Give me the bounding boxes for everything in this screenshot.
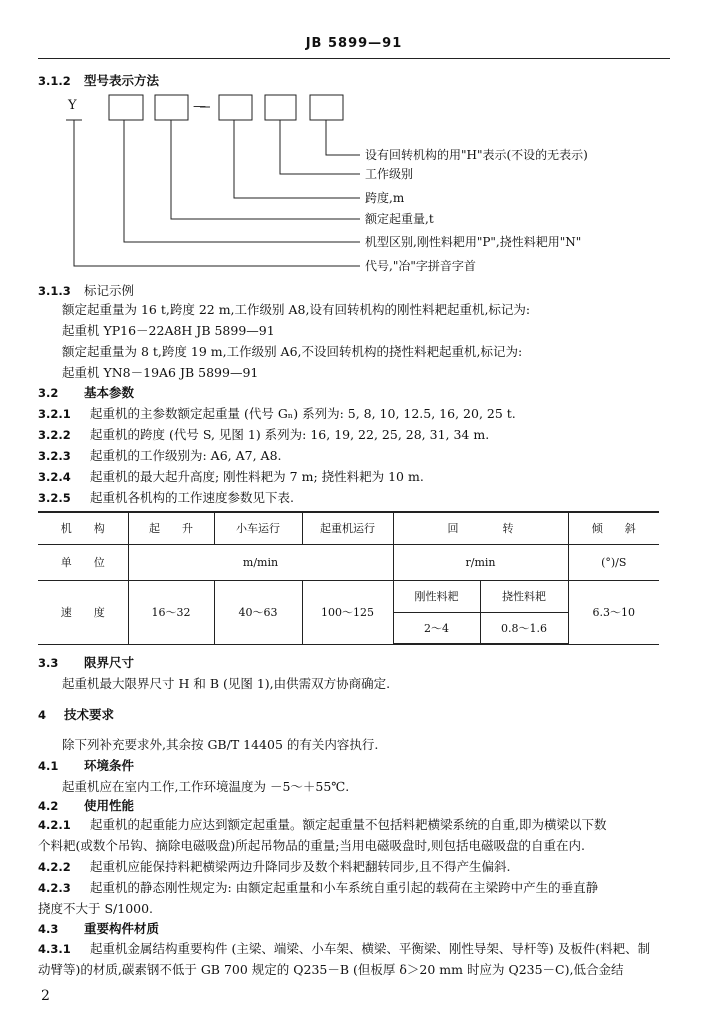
unit-m-per-min: m/min: [128, 544, 393, 580]
rigid-rake-label: 刚性料耙: [393, 580, 480, 612]
example-line-1: 额定起重量为 16 t,跨度 22 m,工作级别 A8,设有回转机构的刚性料耙起重机,标记为:: [62, 302, 531, 317]
section-4-1-text: 起重机应在室内工作,工作环境温度为 －5～＋55℃.: [62, 779, 350, 794]
section-3-3-text: 起重机最大限界尺寸 H 和 B (见图 1),由供需双方协商确定.: [62, 676, 391, 691]
label-model-type: 机型区别,刚性料耙用"P",挠性料耙用"N": [365, 235, 582, 249]
label-capacity: 额定起重量,t: [365, 212, 434, 226]
table-unit-row: [38, 544, 659, 580]
item-4-2-2: 4.2.2 起重机应能保持料耙横梁两边升降同步及数个料耙翻转同步,且不得产生偏斜.: [38, 859, 511, 874]
label-rotation: 设有回转机构的用"H"表示(不设的无表示): [365, 148, 588, 162]
designation-dash: —: [193, 99, 206, 114]
table-header-row: [38, 512, 659, 544]
speed-trolley: 40～63: [214, 580, 302, 644]
box-work-class: [265, 95, 296, 120]
speed-parameter-table: [38, 511, 659, 645]
header-rule: [38, 58, 670, 59]
label-span: 跨度,m: [365, 191, 405, 205]
item-4-2-3-line-1: 4.2.3 起重机的静态刚性规定为: 由额定起重量和小车系统自重引起的载荷在主梁跨中产生的垂直静: [38, 880, 599, 895]
model-prefix-char: Y: [68, 98, 77, 113]
unit-deg-per-s: (°)/S: [568, 544, 659, 580]
speed-tilt: 6.3～10: [568, 580, 659, 644]
label-code: 代号,"冶"字拼音字首: [365, 259, 476, 273]
item-4-3-1-line-1: 4.3.1 起重机金属结构重要构件 (主梁、端梁、小车架、横梁、平衡梁、刚性导架、导杆等) 及板件(料耙、制: [38, 941, 651, 956]
unit-label: 单 位: [38, 544, 128, 580]
speed-lift: 16～32: [128, 580, 214, 644]
unit-r-per-min: r/min: [393, 544, 568, 580]
speed-label: 速 度: [38, 580, 128, 644]
model-designation-diagram: [62, 92, 662, 272]
section-4-1-heading: 4.1 环境条件: [38, 758, 135, 773]
speed-crane: 100～125: [302, 580, 393, 644]
item-3-2-2: 3.2.2 起重机的跨度 (代号 S, 见图 1) 系列为: 16, 19, 22, 25, 28, 31, 34 m.: [38, 427, 490, 442]
section-3-3-heading: 3.3 限界尺寸: [38, 655, 135, 670]
th-tilt: 倾 斜: [568, 512, 659, 544]
box-span: [219, 95, 252, 120]
item-3-2-3: 3.2.3 起重机的工作级别为: A6, A7, A8.: [38, 448, 282, 463]
example-line-4: 起重机 YN8－19A6 JB 5899—91: [62, 365, 259, 380]
section-3-2-heading: 3.2 基本参数: [38, 385, 135, 400]
item-4-3-1-line-2: 动臂等)的材质,碳素钢不低于 GB 700 规定的 Q235－B (但板厚 δ＞20 mm 时应为 Q235－C),低合金结: [38, 962, 624, 977]
item-4-2-1-line-1: 4.2.1 起重机的起重能力应达到额定起重量。额定起重量不包括料耙横梁系统的自重,即为横梁以下数: [38, 817, 607, 832]
box-capacity: [155, 95, 188, 120]
section-4-text: 除下列补充要求外,其余按 GB/T 14405 的有关内容执行.: [62, 737, 379, 752]
section-3-1-2-heading: 3.1.2 型号表示方法: [38, 73, 160, 88]
item-4-2-1-line-2: 个料耙(或数个吊钩、摘除电磁吸盘)所起吊物品的重量;当用电磁吸盘时,则包括电磁吸盘的自重在内.: [38, 838, 585, 853]
box-model-type: [109, 95, 143, 120]
th-rotation: 回 转: [393, 512, 568, 544]
speed-rigid-rotation: 2～4: [393, 612, 480, 644]
th-trolley: 小车运行: [214, 512, 302, 544]
section-4-heading: 4 技术要求: [38, 707, 115, 722]
item-3-2-5: 3.2.5 起重机各机构的工作速度参数见下表.: [38, 490, 294, 505]
section-3-1-3-heading: 3.1.3 标记示例: [38, 283, 135, 298]
th-crane: 起重机运行: [302, 512, 393, 544]
speed-flexible-rotation: 0.8～1.6: [480, 612, 568, 644]
item-3-2-1: 3.2.1 起重机的主参数额定起重量 (代号 Gₙ) 系列为: 5, 8, 10, 12.5, 16, 20, 25 t.: [38, 406, 516, 421]
section-4-3-heading: 4.3 重要构件材质: [38, 921, 160, 936]
page-number: 2: [41, 988, 50, 1004]
standard-code-header: JB 5899—91: [305, 36, 403, 51]
th-mechanism: 机 构: [38, 512, 128, 544]
section-4-2-heading: 4.2 使用性能: [38, 798, 135, 813]
item-3-2-4: 3.2.4 起重机的最大起升高度; 刚性料耙为 7 m; 挠性料耙为 10 m.: [38, 469, 424, 484]
th-lift: 起 升: [128, 512, 214, 544]
label-work-class: 工作级别: [365, 167, 414, 181]
flexible-rake-label: 挠性料耙: [480, 580, 568, 612]
item-4-2-3-line-2: 挠度不大于 S/1000.: [38, 901, 154, 916]
example-line-3: 额定起重量为 8 t,跨度 19 m,工作级别 A6,不设回转机构的挠性料耙起重机,标记为:: [62, 344, 523, 359]
example-line-2: 起重机 YP16－22A8H JB 5899—91: [62, 323, 275, 338]
box-rotation: [310, 95, 343, 120]
table-speed-row: [38, 580, 659, 612]
